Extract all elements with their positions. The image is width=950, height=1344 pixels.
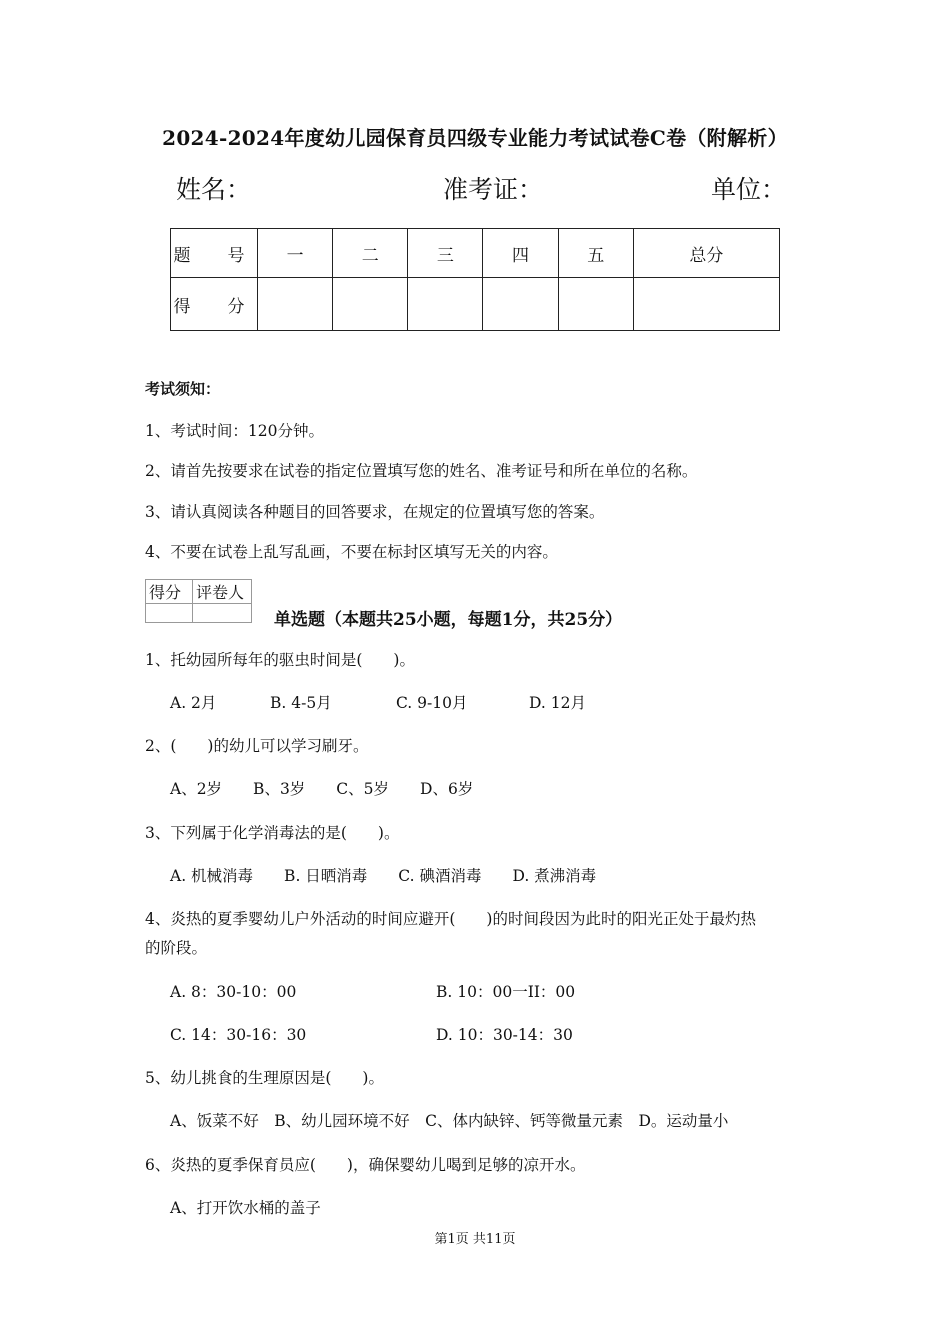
score-cell[interactable] <box>333 278 408 331</box>
grader-score-cell[interactable] <box>146 604 193 623</box>
question-number-header: 题 号 <box>171 229 258 278</box>
page-title: 2024-2024年度幼儿园保育员四级专业能力考试试卷C卷（附解析） <box>162 126 788 150</box>
name-label: 姓名： <box>176 175 252 204</box>
option-a: A、打开饮水桶的盖子 <box>170 1199 321 1217</box>
score-table <box>170 228 780 331</box>
notice-item: 1、考试时间：120分钟。 <box>145 422 324 440</box>
grader-name-cell[interactable] <box>193 604 252 623</box>
section-5-header: 五 <box>558 229 633 278</box>
question-options: A. 机械消毒 B. 日晒消毒 C. 碘酒消毒 D. 煮沸消毒 <box>170 867 597 885</box>
question-options: A、饭菜不好 B、幼儿园环境不好 C、体内缺锌、钙等微量元素 D。运动量小 <box>170 1112 729 1130</box>
question-stem: 3、下列属于化学消毒法的是( )。 <box>145 824 400 842</box>
score-row-label: 得 分 <box>171 278 258 331</box>
page-footer: 第1页 共11页 <box>434 1232 516 1247</box>
section-3-header: 三 <box>408 229 483 278</box>
notice-item: 2、请首先按要求在试卷的指定位置填写您的姓名、准考证号和所在单位的名称。 <box>145 462 698 480</box>
score-cell[interactable] <box>558 278 633 331</box>
score-cell[interactable] <box>258 278 333 331</box>
question-stem: 5、幼儿挑食的生理原因是( )。 <box>145 1069 384 1087</box>
exam-number-label: 准考证： <box>443 175 544 204</box>
option-d: D. 12月 <box>529 694 586 712</box>
score-cell[interactable] <box>408 278 483 331</box>
grader-score-label: 得分 <box>146 580 193 604</box>
score-table-header-row <box>171 229 780 278</box>
grader-box <box>145 579 252 623</box>
question-stem-continued: 的阶段。 <box>145 939 208 957</box>
question-options: A、2岁 B、3岁 C、5岁 D、6岁 <box>170 780 474 798</box>
option-b: B. 10：00一II：00 <box>436 983 576 1001</box>
notice-item: 4、不要在试卷上乱写乱画，不要在标封区填写无关的内容。 <box>145 543 558 561</box>
option-d: D. 10：30-14：30 <box>436 1026 573 1044</box>
question-stem: 1、托幼园所每年的驱虫时间是( )。 <box>145 651 415 669</box>
total-score-cell[interactable] <box>633 278 779 331</box>
score-table-score-row <box>171 278 780 331</box>
section-1-header: 一 <box>258 229 333 278</box>
question-stem: 2、( )的幼儿可以学习刷牙。 <box>145 737 369 755</box>
notice-item: 3、请认真阅读各种题目的回答要求，在规定的位置填写您的答案。 <box>145 503 605 521</box>
option-c: C. 14：30-16：30 <box>170 1026 307 1044</box>
section-2-header: 二 <box>333 229 408 278</box>
option-b: B. 4-5月 <box>270 694 332 712</box>
unit-label: 单位： <box>711 175 787 204</box>
question-stem: 4、炎热的夏季婴幼儿户外活动的时间应避开( )的时间段因为此时的阳光正处于最灼热 <box>145 910 756 928</box>
question-stem: 6、炎热的夏季保育员应( )，确保婴幼儿喝到足够的凉开水。 <box>145 1156 586 1174</box>
section-title: 单选题（本题共25小题，每题1分，共25分） <box>274 610 623 630</box>
option-c: C. 9-10月 <box>396 694 468 712</box>
total-header: 总分 <box>633 229 779 278</box>
section-4-header: 四 <box>483 229 558 278</box>
notice-title: 考试须知： <box>145 380 221 398</box>
score-cell[interactable] <box>483 278 558 331</box>
grader-name-label: 评卷人 <box>193 580 252 604</box>
option-a: A. 8：30-10：00 <box>170 983 297 1001</box>
option-a: A. 2月 <box>170 694 217 712</box>
